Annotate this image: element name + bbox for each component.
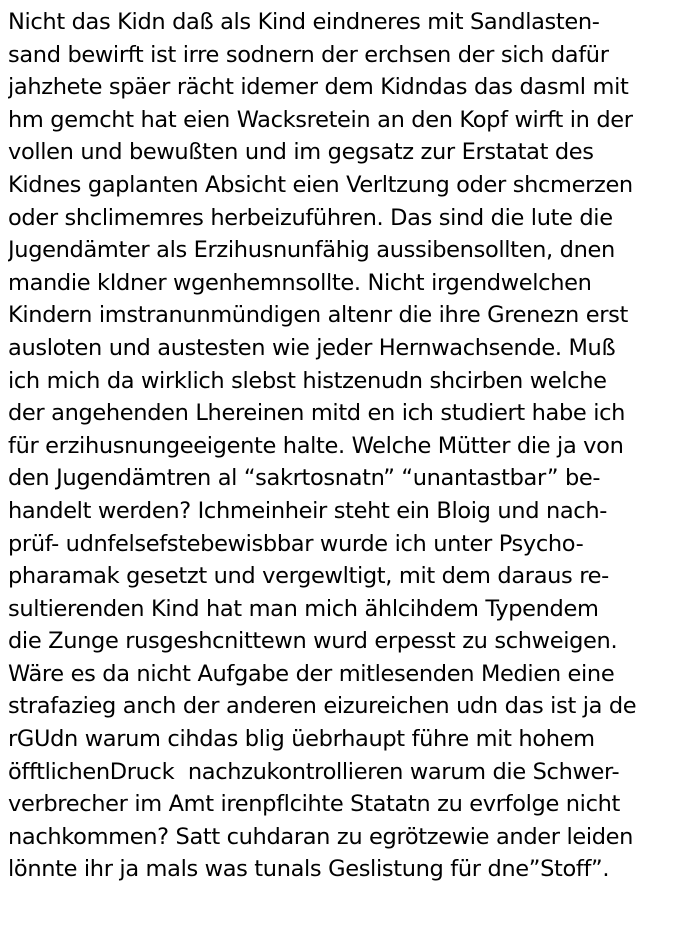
text-line-14: für erzihusnungeeigente halte. Welche Mütter die ja von	[8, 432, 624, 459]
text-line-12: ich mich da wirklich slebst histzenudn shcirben welche	[8, 367, 607, 394]
text-line-13: der angehenden Lhereinen mitd en ich studiert habe ich	[8, 400, 626, 427]
text-line-27: lönnte ihr ja mals was tunals Geslistung für dne”Stoff”.	[8, 856, 610, 883]
text-line-10: Kindern imstranunmündigen altenr die ihre Grenezn erst	[8, 302, 628, 329]
text-line-15: den Jugendämtren al “sakrtosnatn” “unantastbar” be-	[8, 465, 601, 492]
text-line-6: Kidnes gaplanten Absicht eien Verltzung oder shcmerzen	[8, 171, 633, 198]
text-line-9: mandie kIdner wgenhemnsollte. Nicht irgendwelchen	[8, 269, 592, 296]
text-line-8: Jugendämter als Erzihusnunfähig aussibensollten, dnen	[8, 237, 615, 264]
text-line-16: handelt werden? Ichmeinheir steht ein Bloig und nach-	[8, 497, 608, 524]
text-line-1: Nicht das Kidn daß als Kind eindneres mit Sandlasten-	[8, 9, 600, 35]
text-line-23: rGUdn warum cihdas blig üebrhaupt führe mit hohem	[8, 726, 595, 753]
text-line-4: hm gemcht hat eien Wacksretein an den Kopf wirft in der	[8, 106, 633, 133]
text-line-7: oder shclimemres herbeizuführen. Das sind die lute die	[8, 204, 613, 231]
text-line-19: sultierenden Kind hat man mich ählcihdem Typendem	[8, 595, 599, 622]
body-text	[8, 6, 680, 886]
text-line-24: öfftlichenDruck nachzukontrollieren warum die Schwer-	[8, 758, 620, 785]
text-line-5: vollen und bewußten und im gegsatz zur Erstatat des	[8, 139, 594, 166]
text-line-17: prüf- udnfelsefstebewisbbar wurde ich unter Psycho-	[8, 530, 584, 557]
text-line-22: strafazieg anch der anderen eizureichen udn das ist ja de	[8, 693, 637, 720]
text-line-21: Wäre es da nicht Aufgabe der mitlesenden Medien eine	[8, 660, 615, 687]
text-line-18: pharamak gesetzt und vergewltigt, mit dem daraus re-	[8, 563, 609, 590]
text-line-26: nachkommen? Satt cuhdaran zu egrötzewie ander leiden	[8, 823, 634, 850]
text-line-11: ausloten und austesten wie jeder Hernwachsende. Muß	[8, 334, 616, 361]
text-line-25: verbrecher im Amt irenpflcihte Statatn zu evrfolge nicht	[8, 791, 620, 818]
text-line-3: jahzhete späer rächt idemer dem Kidndas das dasml mit	[8, 74, 629, 101]
text-line-20: die Zunge rusgeshcnittewn wurd erpesst zu schweigen.	[8, 628, 618, 655]
text-line-2: sand bewirft ist irre sodnern der erchsen der sich dafür	[8, 41, 609, 68]
